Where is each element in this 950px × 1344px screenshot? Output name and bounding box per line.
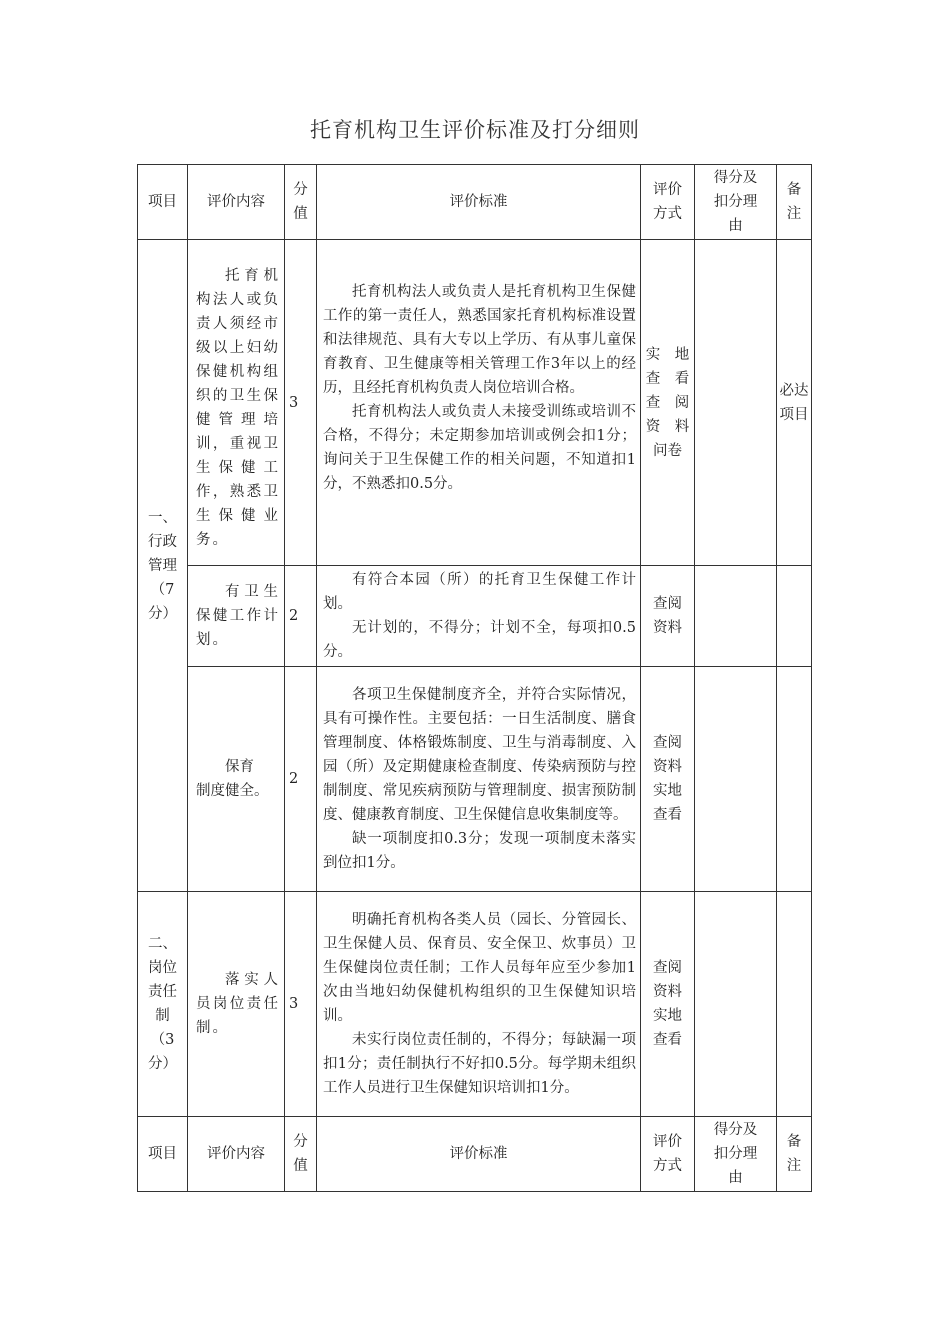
header-standard-label: 评价标准: [449, 194, 508, 210]
note-cell: [777, 240, 812, 566]
content-text: 制度健全。: [196, 783, 269, 799]
method-line: 实地: [653, 1008, 682, 1024]
method-line: 查 阅: [645, 394, 690, 411]
method-line: 查 看: [645, 370, 690, 387]
content-cell: [188, 240, 285, 566]
note-line: 必达: [779, 382, 809, 399]
method-line: 资料: [653, 620, 682, 636]
category-line: 一、: [148, 509, 177, 526]
header-standard-label: 评价标准: [449, 1146, 508, 1162]
method-line: 查看: [653, 1032, 682, 1048]
header-score-line: 值: [293, 1158, 308, 1174]
standard-paragraph: 未实行岗位责任制的，不得分；每缺漏一项扣1分；责任制执行不好扣0.5分。每学期未组织工作人员进行卫生保健知识培训扣1分。: [323, 1032, 636, 1096]
score-cell: [285, 566, 317, 667]
category-line: 分）: [148, 605, 177, 622]
score-value: 3: [289, 394, 299, 411]
score-value: 2: [289, 771, 299, 787]
standard-paragraph: 托育机构法人或负责人是托育机构卫生保健工作的第一责任人，熟悉国家托育机构标准设置和法律规范、具有大专以上学历、有从事儿童保育教育、卫生健康等相关管理工作3年以上的经历，且经托育机构负责人岗位培训合格。: [323, 284, 636, 396]
header-method: [641, 1117, 695, 1192]
table-row: [138, 240, 812, 566]
category-line: 分）: [148, 1056, 177, 1072]
table-header-row: [138, 1117, 812, 1192]
method-line: 实地: [653, 783, 682, 799]
page-title: 托育机构卫生评价标准及打分细则: [310, 118, 640, 142]
category-cell: [138, 892, 188, 1117]
header-standard: [317, 1117, 641, 1192]
header-item: [138, 165, 188, 240]
method-line: 实 地: [645, 346, 690, 363]
header-reason-line: 扣分理: [713, 1146, 758, 1162]
method-line: 查阅: [653, 960, 682, 976]
content-text: 有卫生保健工作计划。: [196, 584, 280, 648]
method-line: 查阅: [653, 596, 682, 612]
header-note-line: 备: [786, 1134, 802, 1150]
category-line: （3: [150, 1032, 175, 1048]
method-line: 资料: [653, 984, 682, 1000]
method-cell: [641, 892, 695, 1117]
category-line: 行政: [148, 533, 177, 550]
method-line: 问卷: [653, 442, 682, 459]
score-cell: [285, 240, 317, 566]
standard-cell: [317, 892, 641, 1117]
header-reason-line: 由: [728, 218, 743, 234]
header-note: [777, 165, 812, 240]
header-note-line: 注: [786, 206, 802, 222]
header-content-label: 评价内容: [207, 1146, 265, 1162]
method-cell: [641, 566, 695, 667]
category-line: 二、: [148, 936, 177, 952]
method-line: 查看: [653, 807, 682, 823]
method-cell: [641, 240, 695, 566]
header-score-line: 值: [293, 206, 308, 222]
method-line: 资料: [653, 759, 682, 775]
standard-cell: [317, 566, 641, 667]
header-score-line: 分: [293, 182, 308, 198]
method-line: 资 料: [645, 418, 690, 435]
header-reason: [695, 165, 777, 240]
header-standard: [317, 165, 641, 240]
category-line: 制: [155, 1008, 170, 1024]
content-text: 落实人员岗位责任制。: [196, 972, 280, 1036]
table-header-row: [138, 165, 812, 240]
reason-cell: [695, 240, 777, 566]
header-item-label: 项目: [148, 1146, 177, 1162]
content-text: 托育机构法人或负责人须经市级以上妇幼保健机构组织的卫生保健管理培训，重视卫生保健工作，熟悉卫生保健业务。: [196, 268, 280, 548]
content-cell: [188, 892, 285, 1117]
table-row: [138, 892, 812, 1117]
category-line: （7: [150, 581, 175, 598]
standard-paragraph: 无计划的，不得分；计划不全，每项扣0.5分。: [323, 620, 636, 660]
header-method: [641, 165, 695, 240]
standard-paragraph: 有符合本园（所）的托育卫生保健工作计划。: [323, 572, 636, 612]
standard-paragraph: 明确托育机构各类人员（园长、分管园长、卫生保健人员、保育员、安全保卫、炊事员）卫生保健岗位责任制；工作人员每年应至少参加1次由当地妇幼保健机构组织的卫生保健知识培训。: [323, 912, 636, 1024]
score-value: 3: [289, 996, 299, 1012]
table-row: [138, 667, 812, 892]
header-method-line: 评价: [653, 182, 682, 198]
standard-paragraph: 各项卫生保健制度齐全，并符合实际情况，具有可操作性。主要包括：一日生活制度、膳食管理制度、体格锻炼制度、卫生与消毒制度、入园（所）及定期健康检查制度、传染病预防与控制制度、常见疾病预防与管理制度、损害预防制度、健康教育制度、卫生保健信息收集制度等。: [323, 687, 636, 823]
header-reason-line: 扣分理: [713, 194, 758, 210]
header-reason-line: 得分及: [713, 170, 758, 186]
reason-cell: [695, 892, 777, 1117]
method-cell: [641, 667, 695, 892]
standard-cell: [317, 240, 641, 566]
header-item-label: 项目: [148, 194, 177, 210]
category-cell: [138, 240, 188, 892]
table-row: [138, 566, 812, 667]
reason-cell: [695, 667, 777, 892]
header-note-line: 注: [786, 1158, 802, 1174]
category-line: 责任: [148, 984, 177, 1000]
header-score: [285, 1117, 317, 1192]
note-cell: [777, 892, 812, 1117]
header-item: [138, 1117, 188, 1192]
score-value: 2: [289, 608, 299, 624]
category-line: 岗位: [148, 960, 177, 976]
header-note: [777, 1117, 812, 1192]
content-text: 保育: [225, 759, 254, 775]
header-score: [285, 165, 317, 240]
header-reason-line: 由: [728, 1170, 743, 1186]
standard-paragraph: 托育机构法人或负责人未接受训练或培训不合格，不得分；未定期参加培训或例会扣1分；询问关于卫生保健工作的相关问题，不知道扣1分，不熟悉扣0.5分。: [323, 404, 636, 492]
note-line: 项目: [779, 406, 809, 423]
standard-cell: [317, 667, 641, 892]
note-cell: [777, 566, 812, 667]
evaluation-table: [137, 164, 812, 1192]
header-content: [188, 165, 285, 240]
header-content-label: 评价内容: [207, 194, 265, 210]
header-method-line: 方式: [653, 1158, 682, 1174]
standard-paragraph: 缺一项制度扣0.3分；发现一项制度未落实到位扣1分。: [323, 831, 636, 871]
header-content: [188, 1117, 285, 1192]
category-line: 管理: [148, 557, 177, 574]
content-cell: [188, 566, 285, 667]
method-line: 查阅: [653, 735, 682, 751]
header-reason-line: 得分及: [713, 1122, 758, 1138]
note-cell: [777, 667, 812, 892]
header-method-line: 方式: [653, 206, 682, 222]
header-note-line: 备: [786, 182, 802, 198]
reason-cell: [695, 566, 777, 667]
score-cell: [285, 892, 317, 1117]
content-cell: [188, 667, 285, 892]
header-method-line: 评价: [653, 1134, 682, 1150]
header-score-line: 分: [293, 1134, 308, 1150]
score-cell: [285, 667, 317, 892]
header-reason: [695, 1117, 777, 1192]
